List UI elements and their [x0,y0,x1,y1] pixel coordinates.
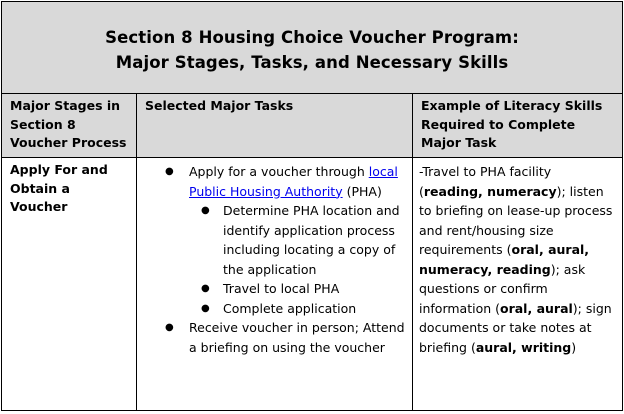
skills-text: -Travel to PHA facility ( [419,164,552,199]
table-title-line-2: Major Stages, Tasks, and Necessary Skills [115,52,509,72]
task-list [137,162,410,357]
subtask-list [189,201,410,318]
task-item-prefix: Apply for a voucher through [189,164,369,179]
subtask-text: Travel to local PHA [223,281,340,296]
bullet-icon: ● [165,166,174,177]
skills-text: ); ask questions or confirm information ( [419,261,586,316]
skills-emphasis: oral, aural [500,300,573,316]
list-item [201,201,410,279]
header-row [2,94,623,158]
header-selected-tasks: Selected Major Tasks [137,94,413,158]
pha-link[interactable]: local Public Housing Authority [189,164,398,199]
skills-emphasis: oral, aural, numeracy, reading [419,242,590,277]
list-item [165,162,410,318]
subtask-text: Determine PHA location and identify application process including locating a copy of the application [223,203,400,277]
skills-text: ) [571,339,577,355]
task-item-suffix: (PHA) [342,183,382,199]
skills-emphasis: aural, writing [475,339,572,355]
skills-text: ); sign documents or take notes at briefing ( [419,300,612,355]
bullet-icon: ● [165,322,174,333]
header-literacy-skills: Example of Literacy Skills Required to Complete Major Task [413,94,623,158]
bullet-icon: ● [201,283,210,294]
list-item [165,318,410,357]
skills-emphasis: reading, numeracy [423,183,557,199]
title-row [2,2,623,94]
table-title-line-1: Section 8 Housing Choice Voucher Program: [105,27,519,47]
table-row [2,158,623,411]
stage-cell: Apply For and Obtain a Voucher [2,158,137,411]
header-major-stages: Major Stages in Section 8 Voucher Process [2,94,137,158]
skills-cell [413,158,623,411]
tasks-cell [137,158,413,411]
list-item [201,299,410,319]
skills-text: ); listen to briefing on lease-up process and rent/housing size requirements ( [419,183,613,257]
table-title-cell [2,2,623,94]
bullet-icon: ● [201,302,210,314]
voucher-program-table [1,1,623,411]
task-text: Receive voucher in person; Attend a briefing on using the voucher [189,320,405,355]
list-item [201,279,410,299]
subtask-text: Complete application [223,300,357,316]
bullet-icon: ● [201,205,210,216]
